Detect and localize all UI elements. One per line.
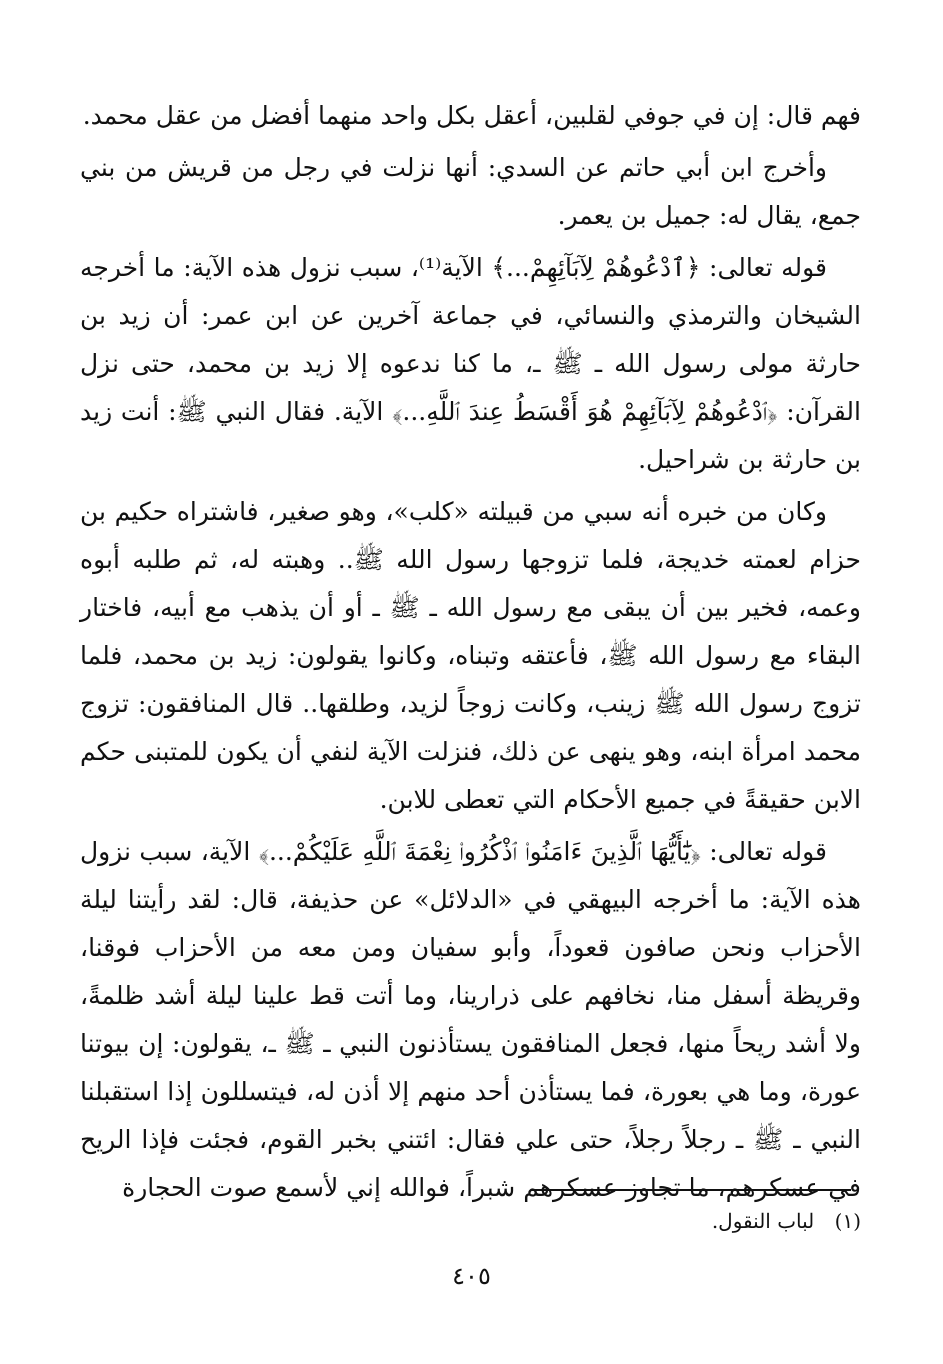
footnote-number: (١) <box>834 1209 861 1233</box>
paragraph-4: وكان من خبره أنه سبي من قبيلته «كلب»، وهو صغير، فاشتراه حكيم بن حزام لعمته خديجة، فلما تزوجها رسول الله ﷺ.. وهبته له، ثم طلبه أبوه وعمه، فخير بين أن يبقى مع رسول الله ـ ﷺ ـ أو أن يذهب مع أبيه، فاختار البقاء مع رسول الله ﷺ، فأعتقه وتبناه، وكانوا يقولون: زيد بن محمد، فلما تزوج رسول الله ﷺ زينب، وكانت زوجاً لزيد، وطلقها.. قال المنافقون: تزوج محمد امرأة ابنه، وهو ينهى عن ذلك، فنزلت الآية لنفي أن يكون للمتبنى حكم الابن حقيقةً في جميع الأحكام التي تعطى للابن. <box>80 497 861 814</box>
page-number: ٤٠٥ <box>452 1262 491 1290</box>
footnote-divider <box>531 1189 851 1191</box>
paragraph-1: فهم قال: إن في جوفي لقلبين، أعقل بكل واحد منهما أفضل من عقل محمد. <box>82 101 861 130</box>
footnote-text: لباب النقول. <box>711 1209 815 1233</box>
paragraph-3: قوله تعالى: ﴿ٱدْعُوهُمْ لِآبَآئِهِمْ...﴾ الآية⁽¹⁾، سبب نزول هذه الآية: ما أخرجه الشيخان والترمذي والنسائي، في جماعة آخرين عن ابن عمر: أن زيد بن حارثة مولى رسول الله ـ ﷺ ـ، ما كنا ندعوه إلا زيد بن محمد، حتى نزل القرآن: ﴿ٱدْعُوهُمْ لِآبَآئِهِمْ هُوَ أَقْسَطُ عِندَ ٱللَّهِ...﴾ الآية. فقال النبي ﷺ: أنت زيد بن حارثة بن شراحيل. <box>80 253 861 474</box>
paragraph-2: وأخرج ابن أبي حاتم عن السدي: أنها نزلت في رجل من قريش من بني جمع، يقال له: جميل بن يعمر. <box>80 153 861 230</box>
footnote <box>80 1207 861 1235</box>
paragraph-5: قوله تعالى: ﴿يَٰٓأَيُّهَا ٱلَّذِينَ ءَامَنُوا۟ ٱذْكُرُوا۟ نِعْمَةَ ٱللَّهِ عَلَيْكُمْ...﴾ الآية، سبب نزول هذه الآية: ما أخرجه البيهقي في «الدلائل» عن حذيفة، قال: لقد رأيتنا ليلة الأحزاب ونحن صافون قعوداً، وأبو سفيان ومن معه من الأحزاب فوقنا، وقريظة أسفل منا، نخافهم على ذرارينا، وما أتت قط علينا ليلة أشد ظلمةً، ولا أشد ريحاً منها، فجعل المنافقون يستأذنون النبي ـ ﷺ ـ، يقولون: إن بيوتنا عورة، وما هي بعورة، فما يستأذن أحد منهم إلا أذن له، فيتسللون إذا استقبلنا النبي ـ ﷺ ـ رجلاً رجلاً، حتى علي فقال: ائتني بخبر القوم، فجئت فإذا الريح في عسكرهم، ما تجاوز عسكرهم شبراً، فوالله إني لأسمع صوت الحجارة <box>80 837 861 1202</box>
